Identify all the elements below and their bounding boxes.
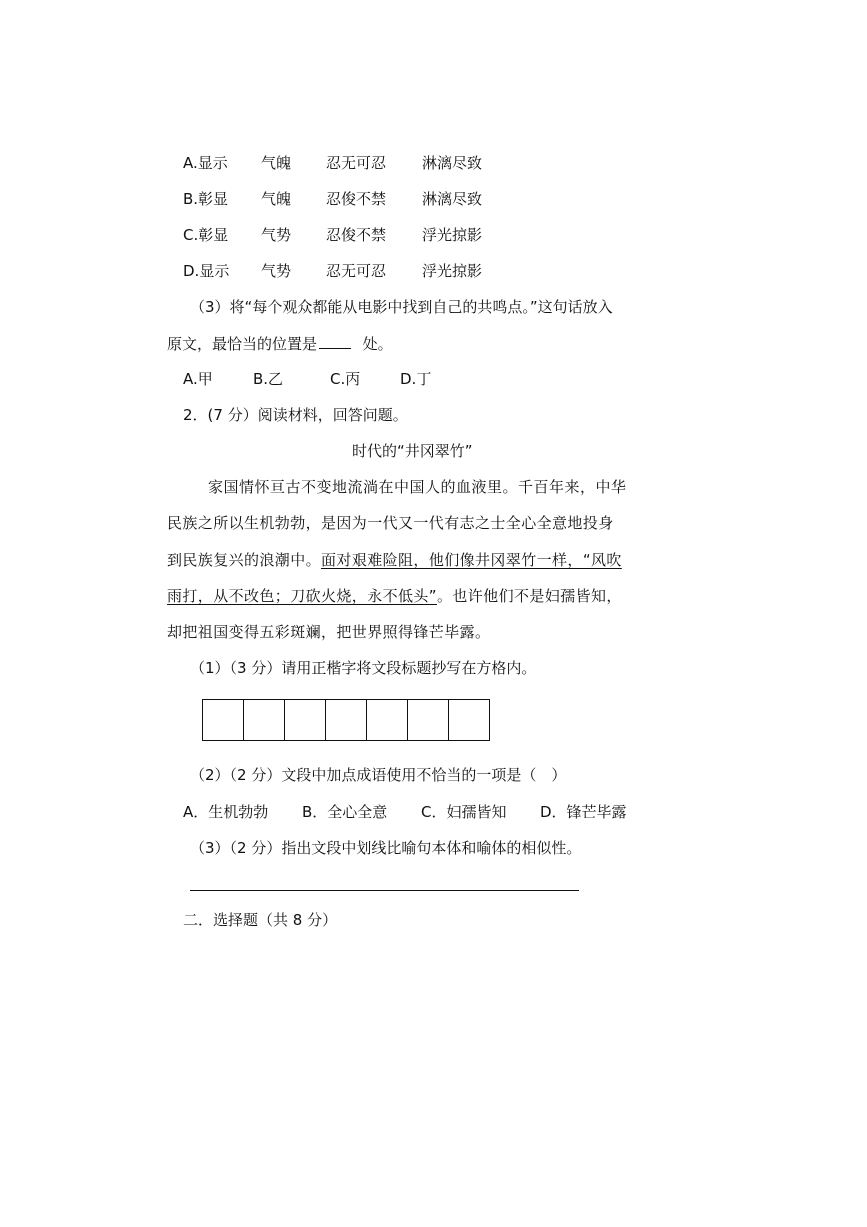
choice-c: C.丙 bbox=[330, 370, 361, 388]
option-word: 淋漓尽致 bbox=[422, 154, 483, 172]
grid-cell[interactable] bbox=[408, 700, 449, 740]
choice-c: C．妇孺皆知 bbox=[421, 803, 507, 821]
passage-title: 时代的“井冈翠竹” bbox=[352, 442, 473, 460]
option-word: 气势 bbox=[261, 262, 292, 280]
choice-d: D.丁 bbox=[400, 370, 432, 388]
grid-cell[interactable] bbox=[449, 700, 489, 740]
option-word: 浮光掠影 bbox=[422, 226, 483, 244]
option-word: 忍无可忍 bbox=[326, 154, 387, 172]
choice-b: B．全心全意 bbox=[302, 803, 388, 821]
passage-text: 。也许他们不是妇孺皆知， bbox=[436, 587, 622, 605]
answer-blank[interactable] bbox=[319, 334, 351, 349]
grid-cell[interactable] bbox=[326, 700, 367, 740]
option-word: 忍俊不禁 bbox=[326, 226, 387, 244]
section-heading: 二．选择题（共 8 分） bbox=[183, 911, 338, 929]
underlined-metaphor: 雨打，从不改色；刀砍火烧，永不低头” bbox=[167, 587, 437, 605]
writing-grid[interactable] bbox=[202, 699, 490, 741]
option-word: 气势 bbox=[261, 226, 292, 244]
option-word: 忍无可忍 bbox=[326, 262, 387, 280]
grid-cell[interactable] bbox=[203, 700, 244, 740]
q2-sub1: （1）（3 分）请用正楷字将文段标题抄写在方格内。 bbox=[190, 659, 537, 677]
option-label: C.彰显 bbox=[183, 226, 229, 244]
passage-line: 却把祖国变得五彩斑斓，把世界照得锋芒毕露。 bbox=[167, 623, 491, 641]
answer-line[interactable] bbox=[190, 890, 579, 891]
choice-a: A．生机勃勃 bbox=[183, 803, 269, 821]
q1-sub3-line1: （3）将“每个观众都能从电影中找到自己的共鸣点。”这句话放入 bbox=[190, 298, 613, 316]
option-word: 气魄 bbox=[261, 154, 292, 172]
choice-d: D．锋芒毕露 bbox=[540, 803, 627, 821]
option-label: D.显示 bbox=[183, 262, 230, 280]
q2-heading: 2．(7 分）阅读材料，回答问题。 bbox=[183, 406, 408, 424]
q2-sub3: （3）（2 分）指出文段中划线比喻句本体和喻体的相似性。 bbox=[190, 839, 582, 857]
option-word: 淋漓尽致 bbox=[422, 190, 483, 208]
passage-text: 到民族复兴的浪潮中。 bbox=[167, 551, 322, 569]
option-word: 浮光掠影 bbox=[422, 262, 483, 280]
grid-cell[interactable] bbox=[285, 700, 326, 740]
passage-line bbox=[167, 586, 622, 606]
option-label: A.显示 bbox=[183, 154, 228, 172]
choice-b: B.乙 bbox=[253, 370, 284, 388]
q2-sub2: （2）（2 分）文段中加点成语使用不恰当的一项是（ ） bbox=[190, 766, 567, 784]
passage-line: 民族之所以生机勃勃，是因为一代又一代有志之士全心全意地投身 bbox=[167, 514, 614, 532]
q1-sub3-line2 bbox=[167, 334, 393, 354]
grid-cell[interactable] bbox=[367, 700, 408, 740]
choice-a: A.甲 bbox=[183, 370, 213, 388]
underlined-metaphor: 面对艰难险阻，他们像井冈翠竹一样，“风吹 bbox=[321, 551, 622, 569]
grid-cell[interactable] bbox=[244, 700, 285, 740]
q1-sub3-text-end: 处。 bbox=[362, 335, 393, 353]
option-label: B.彰显 bbox=[183, 190, 229, 208]
q1-sub3-text: 原文，最恰当的位置是 bbox=[167, 335, 318, 353]
option-word: 气魄 bbox=[261, 190, 292, 208]
option-word: 忍俊不禁 bbox=[326, 190, 387, 208]
passage-line: 家国情怀亘古不变地流淌在中国人的血液里。千百年来，中华 bbox=[208, 478, 627, 496]
passage-line bbox=[167, 550, 622, 570]
